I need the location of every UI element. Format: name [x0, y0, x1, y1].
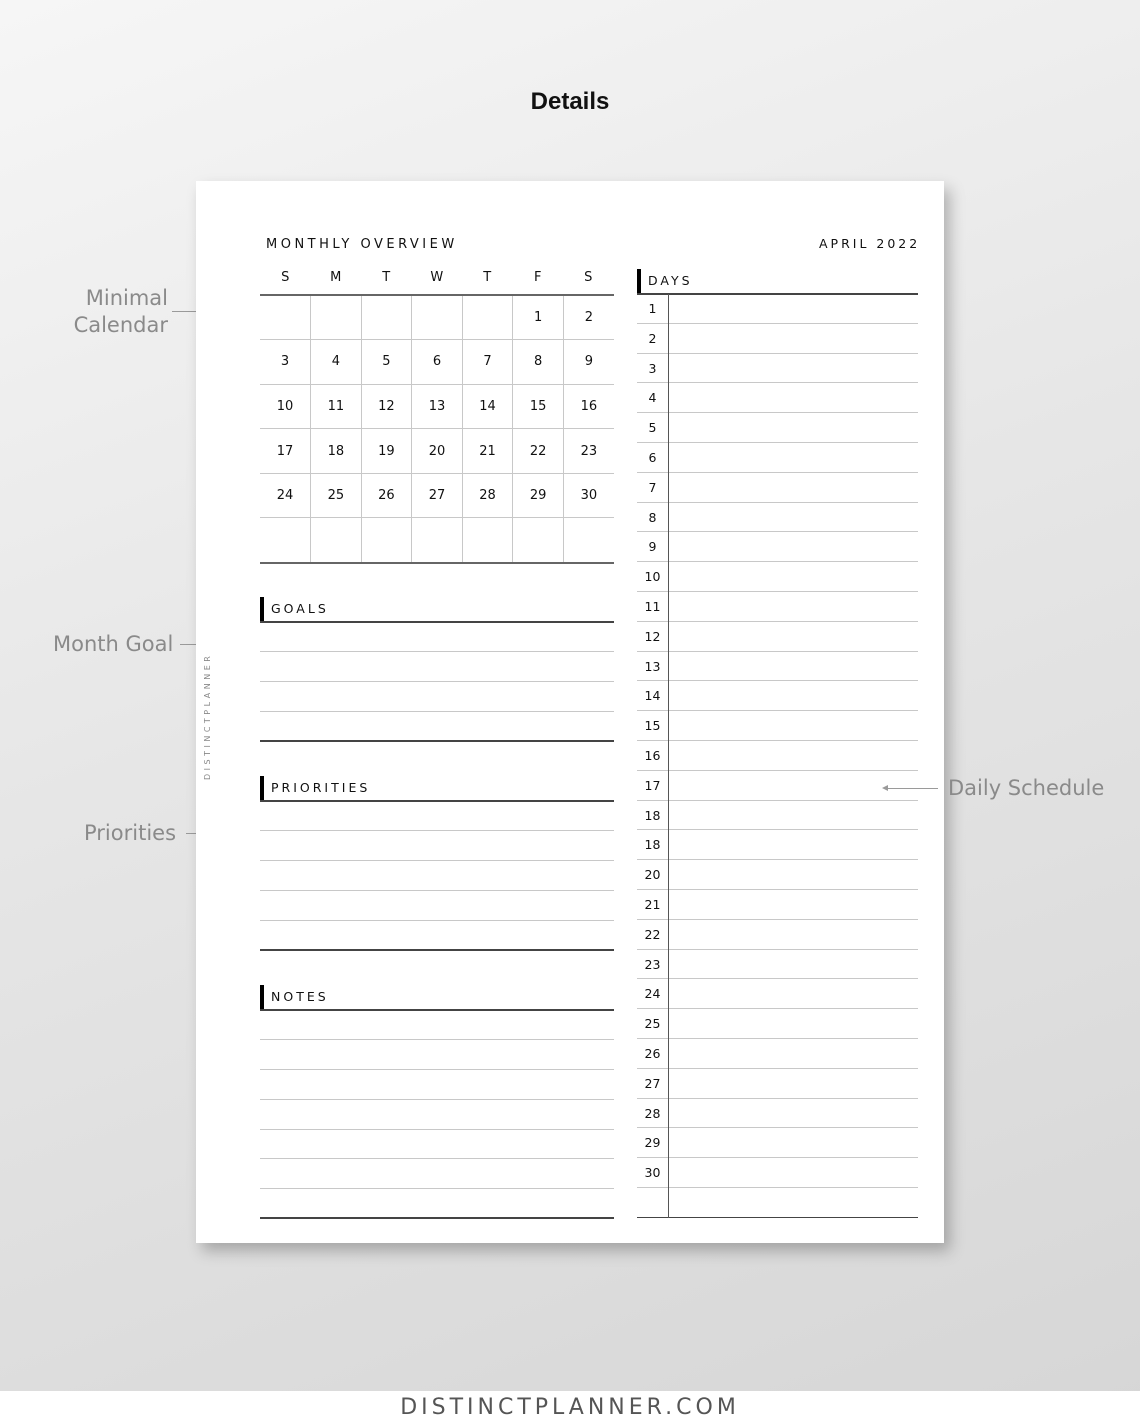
day-row[interactable] [637, 592, 918, 622]
day-row[interactable] [637, 979, 918, 1009]
calendar-day[interactable]: 6 [412, 340, 463, 385]
day-row[interactable] [637, 1158, 918, 1188]
calendar-week [260, 295, 614, 340]
weekday-label: F [534, 270, 542, 285]
day-number: 22 [644, 926, 661, 942]
day-number: 26 [644, 1046, 661, 1061]
day-number: 12 [644, 628, 661, 644]
day-row[interactable] [637, 473, 918, 503]
rule [260, 1009, 614, 1011]
day-number: 3 [648, 360, 657, 376]
day-row[interactable] [637, 622, 918, 652]
writing-line[interactable] [260, 830, 614, 831]
day-row[interactable] [637, 711, 918, 741]
rule [260, 740, 614, 742]
calendar-day[interactable] [361, 518, 412, 563]
calendar-day[interactable]: 17 [260, 429, 311, 474]
day-row[interactable] [637, 771, 918, 801]
calendar-day[interactable] [361, 295, 412, 340]
day-number: 23 [644, 956, 661, 972]
day-row[interactable] [637, 1069, 918, 1099]
calendar-week [260, 429, 614, 474]
days-divider [668, 294, 669, 1218]
day-number: 14 [644, 688, 661, 704]
day-row[interactable] [637, 1009, 918, 1039]
day-number: 16 [644, 748, 661, 763]
day-row[interactable] [637, 383, 918, 413]
writing-line[interactable] [260, 1188, 614, 1189]
calendar-day[interactable] [462, 518, 513, 563]
day-row[interactable] [637, 920, 918, 950]
writing-line[interactable] [260, 651, 614, 652]
writing-line[interactable] [260, 1158, 614, 1159]
day-number: 25 [644, 1016, 661, 1032]
calendar-day[interactable] [412, 295, 463, 340]
rule [260, 1217, 614, 1219]
page-heading: Details [530, 88, 610, 115]
day-number: 21 [644, 897, 661, 912]
calendar-day[interactable]: 20 [412, 429, 463, 474]
day-number: 18 [644, 807, 661, 823]
writing-line[interactable] [260, 711, 614, 712]
rule [260, 800, 614, 802]
calendar-day[interactable] [311, 518, 362, 563]
writing-line[interactable] [260, 1069, 614, 1070]
calendar-day[interactable]: 26 [361, 473, 412, 518]
day-row[interactable] [637, 354, 918, 384]
day-number: 15 [644, 718, 661, 734]
day-row[interactable] [637, 801, 918, 831]
calendar-week [260, 473, 614, 518]
weekday-label: T [382, 270, 391, 285]
calendar-week [260, 384, 614, 429]
day-row[interactable] [637, 1039, 918, 1069]
writing-line[interactable] [260, 1099, 614, 1100]
calendar-day[interactable]: 4 [311, 340, 362, 385]
day-row[interactable] [637, 890, 918, 920]
weekday-label: T [483, 270, 492, 285]
calendar-day[interactable]: 13 [412, 384, 463, 429]
day-row[interactable] [637, 1128, 918, 1158]
watermark: DISTINCTPLANNER [203, 652, 212, 780]
day-number: 4 [648, 390, 657, 406]
day-number: 11 [644, 599, 661, 614]
footer-url: DISTINCTPLANNER.COM [0, 1391, 1140, 1425]
annotation-minimal-calendar: Minimal Calendar [73, 286, 168, 337]
priorities-header: PRIORITIES [260, 776, 370, 800]
rule [260, 949, 614, 951]
calendar-day[interactable] [513, 518, 564, 563]
day-row[interactable] [637, 681, 918, 711]
calendar-day[interactable]: 25 [311, 473, 362, 518]
calendar-week [260, 518, 614, 563]
monthly-overview-heading: MONTHLY OVERVIEW [266, 237, 458, 252]
day-row[interactable] [637, 652, 918, 682]
calendar-day[interactable]: 15 [513, 384, 564, 429]
writing-line[interactable] [260, 920, 614, 921]
writing-line[interactable] [260, 681, 614, 682]
weekday-label: W [430, 270, 444, 285]
calendar-day[interactable] [563, 518, 614, 563]
writing-line[interactable] [260, 1039, 614, 1040]
calendar-day[interactable]: 19 [361, 429, 412, 474]
writing-line[interactable] [260, 1129, 614, 1130]
calendar-week [260, 340, 614, 385]
day-number: 29 [644, 1135, 661, 1151]
day-row[interactable] [637, 413, 918, 443]
goals-header: GOALS [260, 597, 329, 621]
calendar-day[interactable]: 1 [513, 295, 564, 340]
calendar-day[interactable]: 24 [260, 473, 311, 518]
calendar-day[interactable]: 22 [513, 429, 564, 474]
weekday-label: S [584, 270, 593, 285]
days-header: DAYS [637, 269, 693, 293]
day-row[interactable] [637, 532, 918, 562]
day-number: 27 [644, 1075, 661, 1091]
weekday-label: S [281, 270, 290, 285]
writing-line[interactable] [260, 890, 614, 891]
calendar-day[interactable]: 9 [563, 340, 614, 385]
day-number: 1 [648, 301, 657, 316]
day-row[interactable] [637, 562, 918, 592]
day-number: 6 [648, 450, 657, 465]
day-number: 10 [644, 569, 661, 585]
calendar-day[interactable]: 23 [563, 429, 614, 474]
calendar-day[interactable]: 30 [563, 473, 614, 518]
day-row[interactable] [637, 443, 918, 473]
calendar-day[interactable]: 2 [563, 295, 614, 340]
day-number: 9 [648, 539, 657, 555]
day-row[interactable] [637, 950, 918, 980]
calendar-day[interactable]: 28 [462, 473, 513, 518]
day-row[interactable] [637, 503, 918, 533]
calendar-day[interactable]: 8 [513, 340, 564, 385]
day-number: 18 [644, 837, 661, 853]
day-number: 5 [648, 420, 657, 436]
calendar-day[interactable]: 29 [513, 473, 564, 518]
annotation-daily-schedule: Daily Schedule [948, 776, 1105, 800]
annotation-month-goal: Month Goal [53, 632, 174, 656]
weekday-label: M [330, 270, 342, 285]
day-number: 28 [644, 1105, 661, 1121]
day-row[interactable] [637, 294, 918, 324]
day-number: 2 [648, 330, 657, 346]
calendar-day[interactable] [260, 295, 311, 340]
day-row[interactable] [637, 1099, 918, 1129]
calendar-day[interactable]: 14 [462, 384, 513, 429]
annotation-priorities: Priorities [84, 821, 177, 845]
calendar-day[interactable]: 27 [412, 473, 463, 518]
day-row[interactable] [637, 830, 918, 860]
day-number: 13 [644, 658, 661, 674]
day-number: 17 [644, 777, 661, 793]
day-row[interactable] [637, 860, 918, 890]
calendar-day[interactable] [412, 518, 463, 563]
rule [260, 621, 614, 623]
calendar-day[interactable]: 11 [311, 384, 362, 429]
month-label: APRIL 2022 [819, 236, 921, 251]
writing-line[interactable] [260, 860, 614, 861]
calendar-day[interactable]: 16 [563, 384, 614, 429]
day-number: 8 [648, 509, 657, 525]
day-number: 20 [644, 867, 661, 883]
day-number: 30 [644, 1165, 661, 1181]
calendar-day[interactable]: 5 [361, 340, 412, 385]
calendar-day[interactable] [311, 295, 362, 340]
calendar-day[interactable] [462, 295, 513, 340]
day-number: 24 [644, 986, 661, 1002]
calendar-day[interactable]: 7 [462, 340, 513, 385]
day-number: 7 [648, 479, 657, 495]
day-row[interactable] [637, 1188, 918, 1218]
calendar-day[interactable]: 10 [260, 384, 311, 429]
calendar-day[interactable]: 12 [361, 384, 412, 429]
notes-header: NOTES [260, 985, 329, 1009]
mini-calendar [260, 294, 614, 564]
day-row[interactable] [637, 324, 918, 354]
day-row[interactable] [637, 741, 918, 771]
calendar-day[interactable] [260, 518, 311, 563]
calendar-day[interactable]: 21 [462, 429, 513, 474]
calendar-day[interactable]: 3 [260, 340, 311, 385]
calendar-day[interactable]: 18 [311, 429, 362, 474]
